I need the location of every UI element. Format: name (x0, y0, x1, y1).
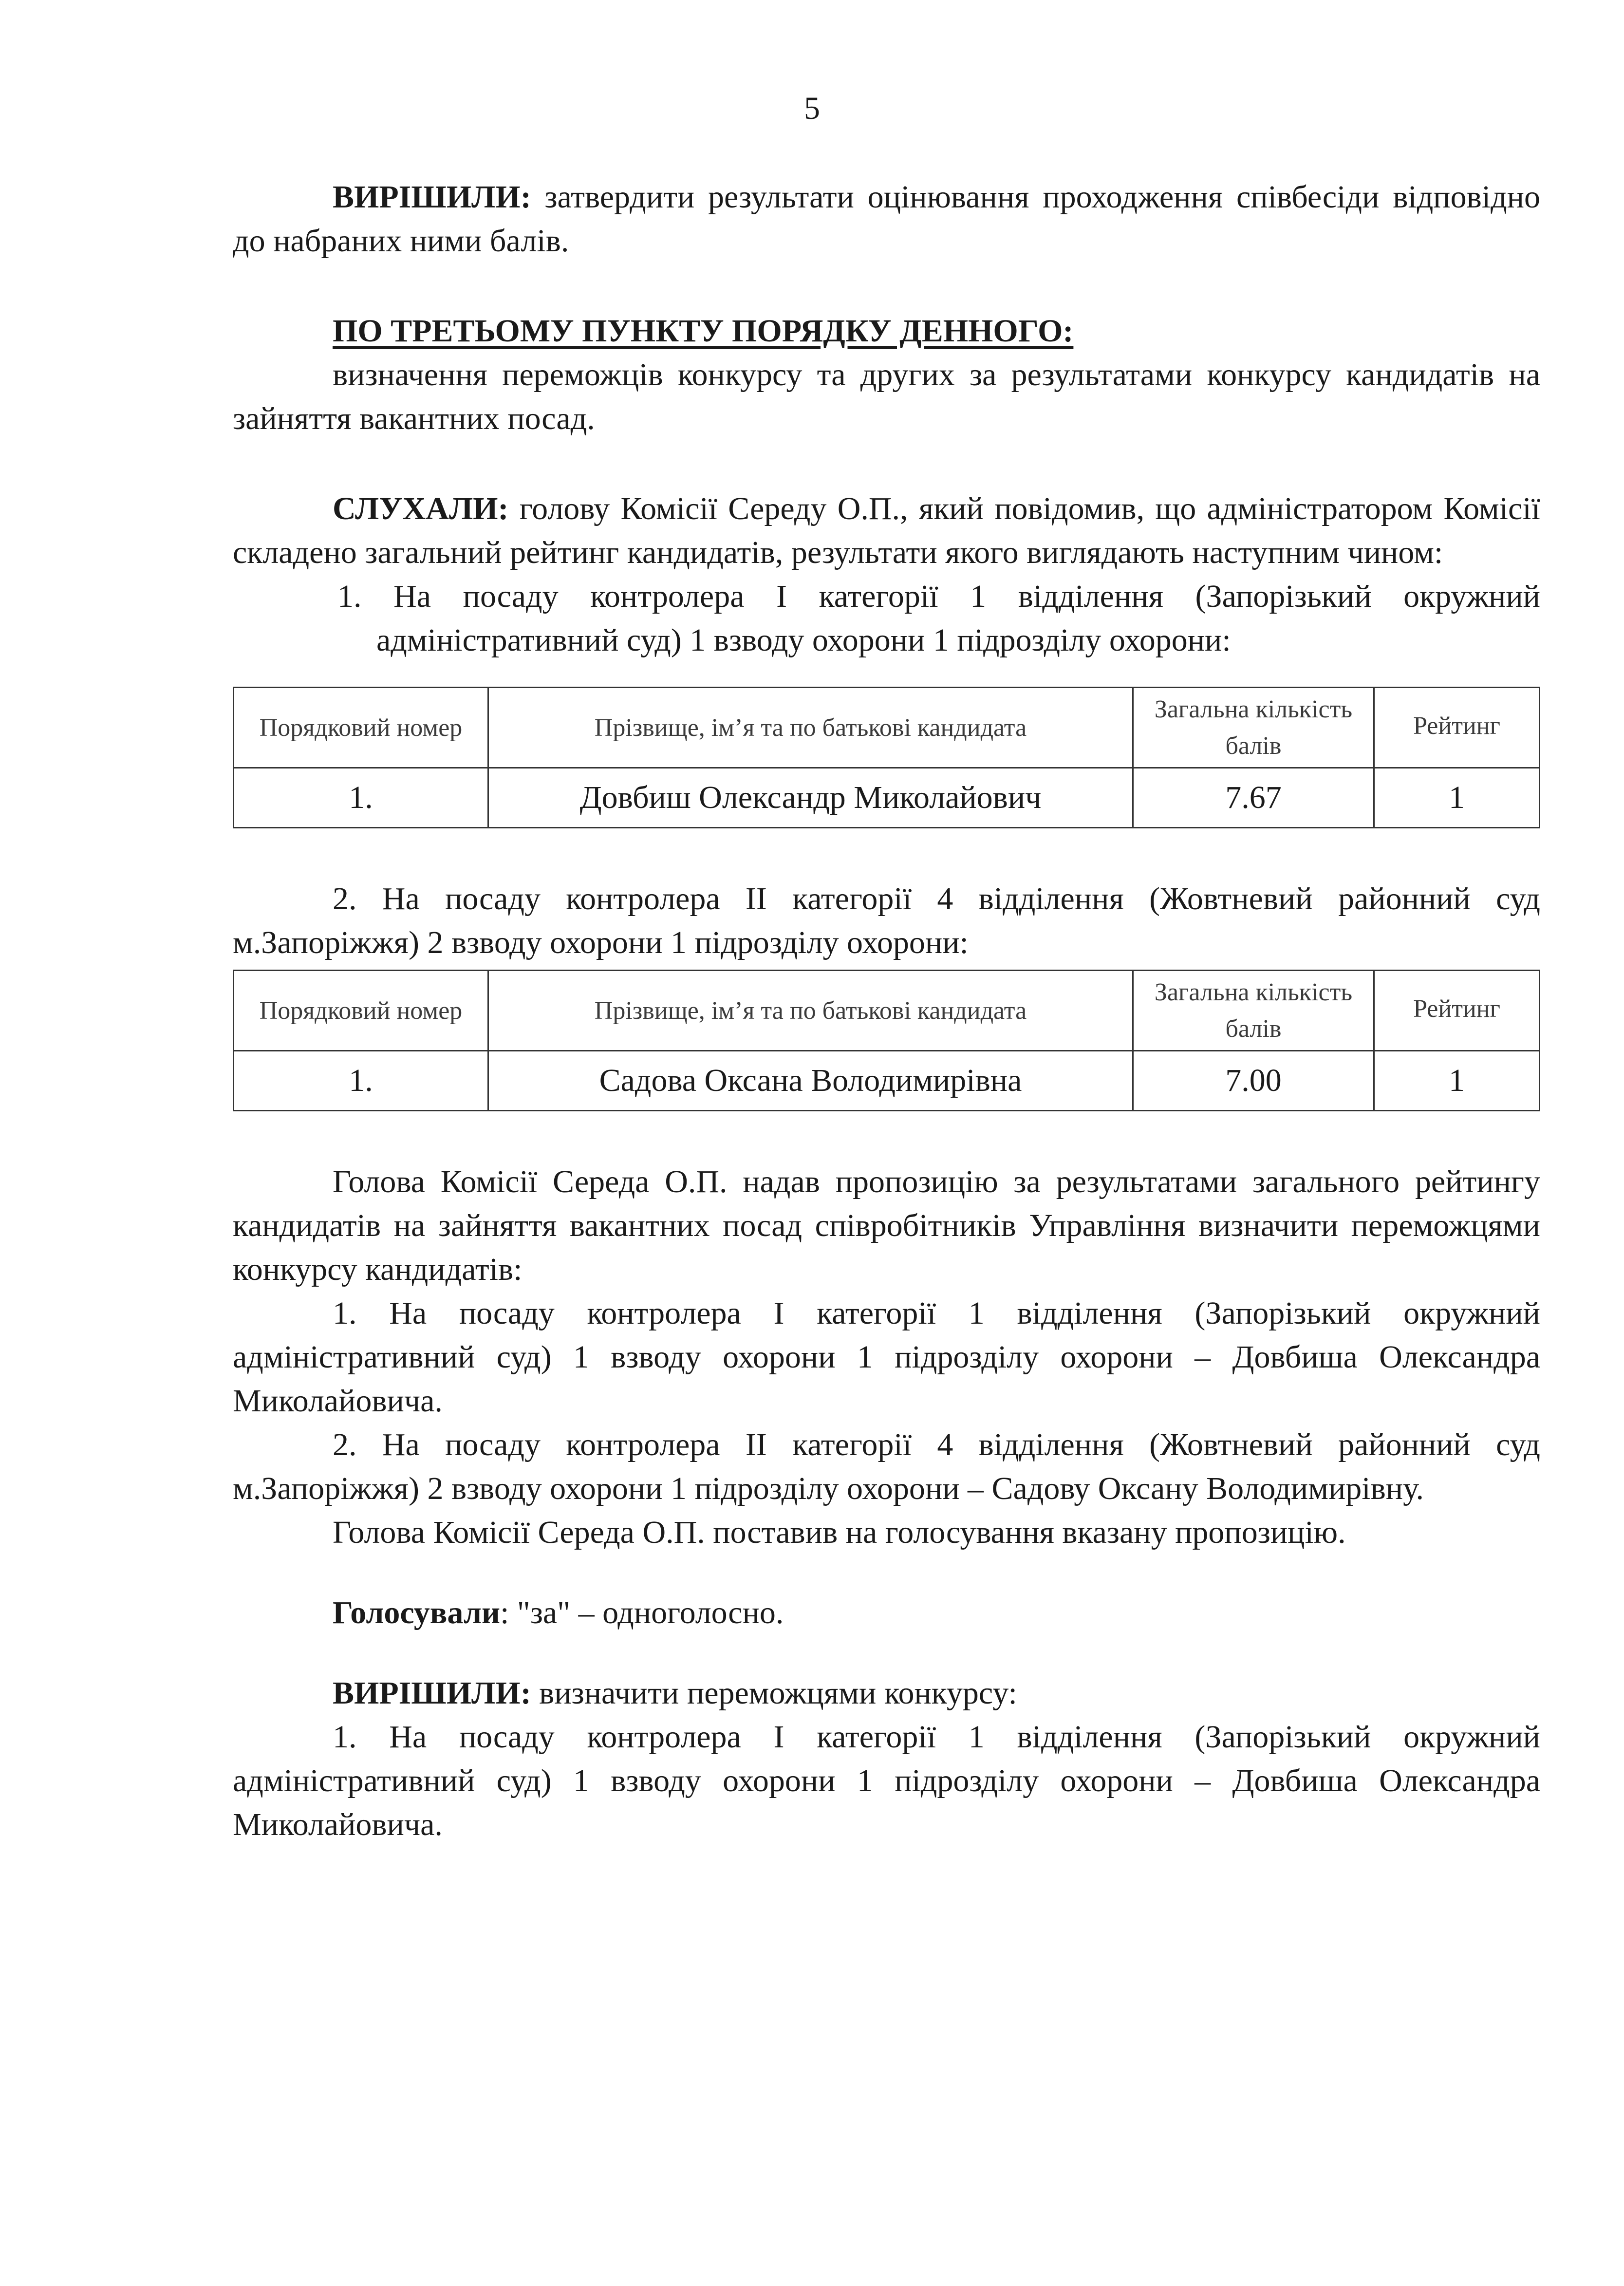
cell-number: 1. (234, 768, 488, 828)
agenda-item-3-text: визначення переможців конкурсу та других за результатами конкурсу кандидатів на зайняття вакантних посад. (233, 357, 1540, 436)
decision-paragraph-2 (233, 1671, 1540, 1715)
cell-points: 7.67 (1133, 768, 1374, 828)
position-item-1 (233, 575, 1540, 662)
header-rating: Рейтинг (1374, 688, 1540, 768)
header-number: Порядковий номер (234, 688, 488, 768)
cell-name: Садова Оксана Володимирівна (488, 1051, 1133, 1111)
vote-text: : "за" – одноголосно. (500, 1595, 784, 1630)
header-rating: Рейтинг (1374, 971, 1540, 1051)
vote-label: Голосували (333, 1595, 501, 1630)
heard-text: голову Комісії Середу О.П., який повідомив, що адміністратором Комісії складено загальний рейтинг кандидатів, результати якого виглядають наступним чином: (233, 491, 1540, 570)
document-body (233, 175, 1540, 1847)
position-text: На посаду контролера ІІ категорії 4 відділення (Жовтневий районний суд м.Запоріжжя) 2 взводу охорони 1 підрозділу охорони: (233, 881, 1540, 960)
header-name: Прізвище, ім’я та по батькові кандидата (488, 688, 1133, 768)
decision-item-1: 1. На посаду контролера І категорії 1 відділення (Запорізький окружний адміністративний суд) 1 взводу охорони 1 підрозділу охорони – Довбиша Олександра Миколайовича. (233, 1719, 1540, 1842)
position-text: На посаду контролера І категорії 1 відділення (Запорізький окружний адміністративний суд) 1 взводу охорони 1 підрозділу охорони: (376, 579, 1540, 658)
header-name: Прізвище, ім’я та по батькові кандидата (488, 971, 1133, 1051)
table-row (234, 768, 1540, 828)
position-item-2 (233, 877, 1540, 965)
decision-text: затвердити результати оцінювання проходження співбесіди відповідно до набраних ними балів. (233, 179, 1540, 259)
page-number: 5 (804, 91, 820, 126)
rating-table-1 (233, 687, 1540, 828)
header-points: Загальна кількість балів (1133, 688, 1374, 768)
position-number: 2. (333, 881, 357, 917)
heard-paragraph (233, 487, 1540, 575)
cell-name: Довбиш Олександр Миколайович (488, 768, 1133, 828)
proposal-vote-put: Голова Комісії Середа О.П. поставив на голосування вказану пропозицію. (333, 1515, 1346, 1550)
agenda-heading-paragraph (233, 309, 1540, 353)
decision-label: ВИРІШИЛИ: (333, 179, 531, 215)
position-list-1 (233, 575, 1540, 662)
cell-points: 7.00 (1133, 1051, 1374, 1111)
agenda-item-3-heading: ПО ТРЕТЬОМУ ПУНКТУ ПОРЯДКУ ДЕННОГО: (333, 313, 1074, 349)
cell-number: 1. (234, 1051, 488, 1111)
rating-table-2 (233, 970, 1540, 1111)
decision-label: ВИРІШИЛИ: (333, 1675, 531, 1711)
table-header-row (234, 971, 1540, 1051)
vote-paragraph (233, 1591, 1540, 1635)
proposal-item-2: 2. На посаду контролера ІІ категорії 4 відділення (Жовтневий районний суд м.Запоріжжя) 2 взводу охорони 1 підрозділу охорони – Садову Оксану Володимирівну. (233, 1427, 1540, 1506)
header-number: Порядковий номер (234, 971, 488, 1051)
header-points: Загальна кількість балів (1133, 971, 1374, 1051)
proposal-item-1: 1. На посаду контролера І категорії 1 відділення (Запорізький окружний адміністративний суд) 1 взводу охорони 1 підрозділу охорони – Довбиша Олександра Миколайовича. (233, 1295, 1540, 1419)
position-number: 1. (337, 579, 362, 614)
cell-rating: 1 (1374, 768, 1540, 828)
proposal-intro: Голова Комісії Середа О.П. надав пропозицію за результатами загального рейтингу кандидатів на зайняття вакантних посад співробітників Управління визначити переможцями конкурсу кандидатів: (233, 1164, 1540, 1287)
table-header-row (234, 688, 1540, 768)
decision-paragraph-1 (233, 175, 1540, 263)
table-row (234, 1051, 1540, 1111)
decision-text: визначити переможцями конкурсу: (531, 1675, 1017, 1711)
heard-label: СЛУХАЛИ: (333, 491, 509, 526)
cell-rating: 1 (1374, 1051, 1540, 1111)
